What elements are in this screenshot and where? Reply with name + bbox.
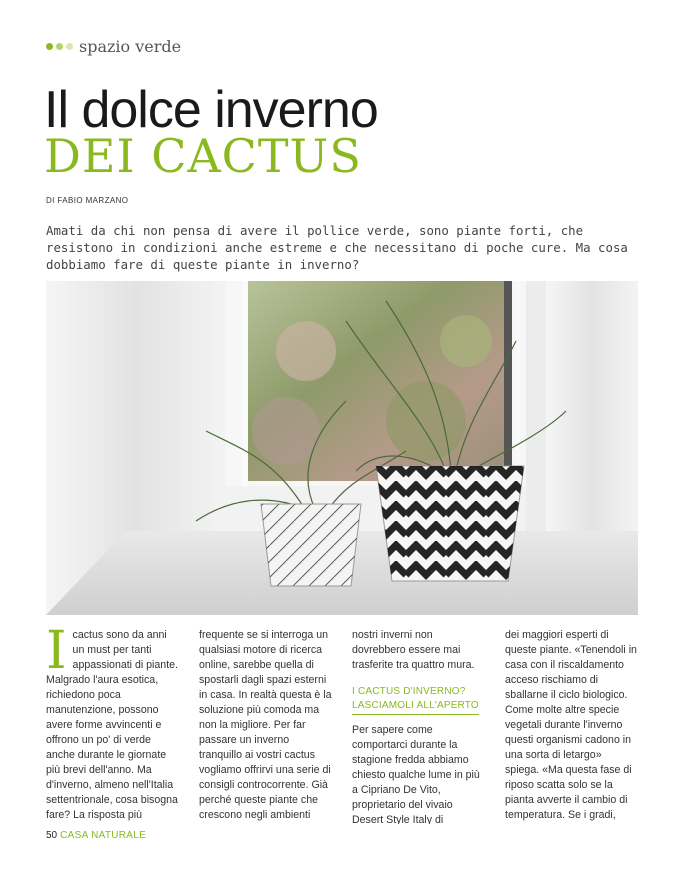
- article-column-1: [46, 628, 179, 824]
- column-1-text: cactus sono da anni un must per tanti appassionati di piante. Malgrado l'aura esotica, richiedono poca manutenzione, possono avere forme avvincenti e offrono un po' di verde anche durante le giornate più brevi dell'anno. Ma d'inverno, almeno nell'Italia settentrionale, cosa bisogna fare? La risposta più: [46, 629, 178, 821]
- cactus-photo-illustration: [46, 281, 638, 615]
- byline: DI FABIO MARZANO: [46, 196, 129, 205]
- page-footer: [46, 830, 146, 841]
- article-column-3: [352, 628, 485, 824]
- section-dots-icon: [46, 43, 73, 50]
- title-line-1: Il dolce inverno: [44, 81, 378, 139]
- dot-2: [56, 43, 63, 50]
- article-column-2: [199, 628, 332, 824]
- dot-3: [66, 43, 73, 50]
- drop-cap: I: [46, 628, 67, 681]
- cactus-photo: [46, 281, 638, 615]
- magazine-name: CASA NATURALE: [60, 830, 147, 841]
- title-line-2: DEI CACTUS: [44, 129, 362, 183]
- subheading-line-2: LASCIAMOLI ALL'APERTO: [352, 699, 479, 715]
- article-body: [46, 628, 638, 824]
- section-tag: [46, 37, 181, 56]
- subheading-line-1: I CACTUS D'INVERNO?: [352, 686, 466, 697]
- column-4-text: dei maggiori esperti di queste piante. «Tenendoli in casa con il riscaldamento acceso rischiamo di sballarne il ciclo biologico. Come molte altre specie vegetali durante l'inverno questi organismi cadono in una sorta di letargo» spiega. «Ma questa fase di riposo scatta solo se la pianta avverte il cambio di temperatura. Se i gradi,: [505, 629, 637, 821]
- column-3-text-before: nostri inverni non dovrebbero essere mai trasferite tra quattro mura.: [352, 629, 475, 671]
- dot-1: [46, 43, 53, 50]
- section-label: spazio verde: [79, 37, 182, 56]
- intro-paragraph: Amati da chi non pensa di avere il pollice verde, sono piante forti, che resistono in condizioni anche estreme e che necessitano di poche cure. Ma cosa dobbiamo fare di queste piante in inverno?: [46, 223, 628, 272]
- column-3-text-after: Per sapere come comportarci durante la stagione fredda abbiamo chiesto qualche lume in più a Cipriano De Vito, proprietario del vivaio Desert Style Italy di: [352, 724, 480, 824]
- subheading: [352, 685, 485, 715]
- article-column-4: [505, 628, 638, 824]
- column-2-text: frequente se si interroga un qualsiasi motore di ricerca online, sarebbe quella di spostarli dagli spazi esterni in casa. In realtà questa è la soluzione più comoda ma non la migliore. Per far passare un inverno tranquillo ai vostri cactus vogliamo offrirvi una serie di consigli controcorrente. Già perché queste piante che crescono negli ambienti: [199, 629, 332, 821]
- page-number: 50: [46, 830, 58, 841]
